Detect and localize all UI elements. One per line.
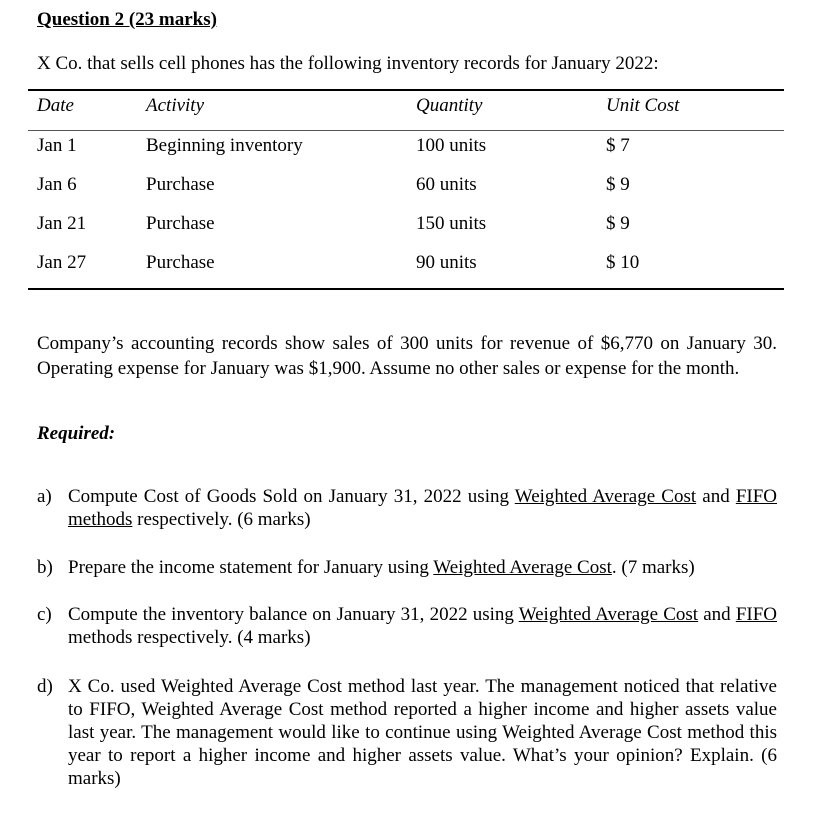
question-title: Question 2 (23 marks) [37,9,217,30]
header-unit-cost: Unit Cost [606,95,680,116]
row-date: Jan 27 [37,252,87,273]
required-label: Required: [37,423,116,444]
item-b-label: b) [37,557,53,578]
row-date: Jan 1 [37,135,77,156]
row-activity: Purchase [146,252,215,273]
item-c-label: c) [37,604,52,625]
item-d [37,675,777,790]
sales-paragraph: Company’s accounting records show sales of 300 units for revenue of $6,770 on January 30. Operating expense for January was $1,900. Assume no other sales or expense for the month. [37,333,777,379]
table-header-rule [28,130,784,131]
item-b [37,556,777,579]
row-unit-cost: $ 9 [606,174,630,195]
item-a [37,485,777,531]
row-activity: Purchase [146,174,215,195]
header-date: Date [37,95,74,116]
row-activity: Purchase [146,213,215,234]
item-c-text: Compute the inventory balance on January 31, 2022 using Weighted Average Cost and FIFO methods respectively. (4 marks) [68,604,777,648]
item-b-text: Prepare the income statement for January using Weighted Average Cost. (7 marks) [68,557,695,578]
item-a-text: Compute Cost of Goods Sold on January 31, 2022 using Weighted Average Cost and FIFO methods respectively. (6 marks) [68,486,778,530]
row-quantity: 150 units [416,213,487,234]
row-quantity: 90 units [416,252,477,273]
item-d-label: d) [37,676,53,697]
table-top-rule [28,89,784,91]
header-activity: Activity [146,95,205,116]
item-a-label: a) [37,486,52,507]
intro-text: X Co. that sells cell phones has the following inventory records for January 2022: [37,53,659,74]
header-quantity: Quantity [416,95,483,116]
row-unit-cost: $ 7 [606,135,630,156]
row-quantity: 60 units [416,174,477,195]
item-c [37,603,777,649]
row-unit-cost: $ 9 [606,213,630,234]
table-bottom-rule [28,288,784,290]
row-date: Jan 21 [37,213,87,234]
row-unit-cost: $ 10 [606,252,640,273]
item-d-text: X Co. used Weighted Average Cost method last year. The management noticed that relative to FIFO, Weighted Average Cost method reported a higher income and higher assets value last year. The management would like to continue using Weighted Average Cost method this year to report a higher income and higher assets value. What’s your opinion? Explain. (6 marks) [68,676,777,789]
row-activity: Beginning inventory [146,135,303,156]
row-date: Jan 6 [37,174,77,195]
row-quantity: 100 units [416,135,487,156]
